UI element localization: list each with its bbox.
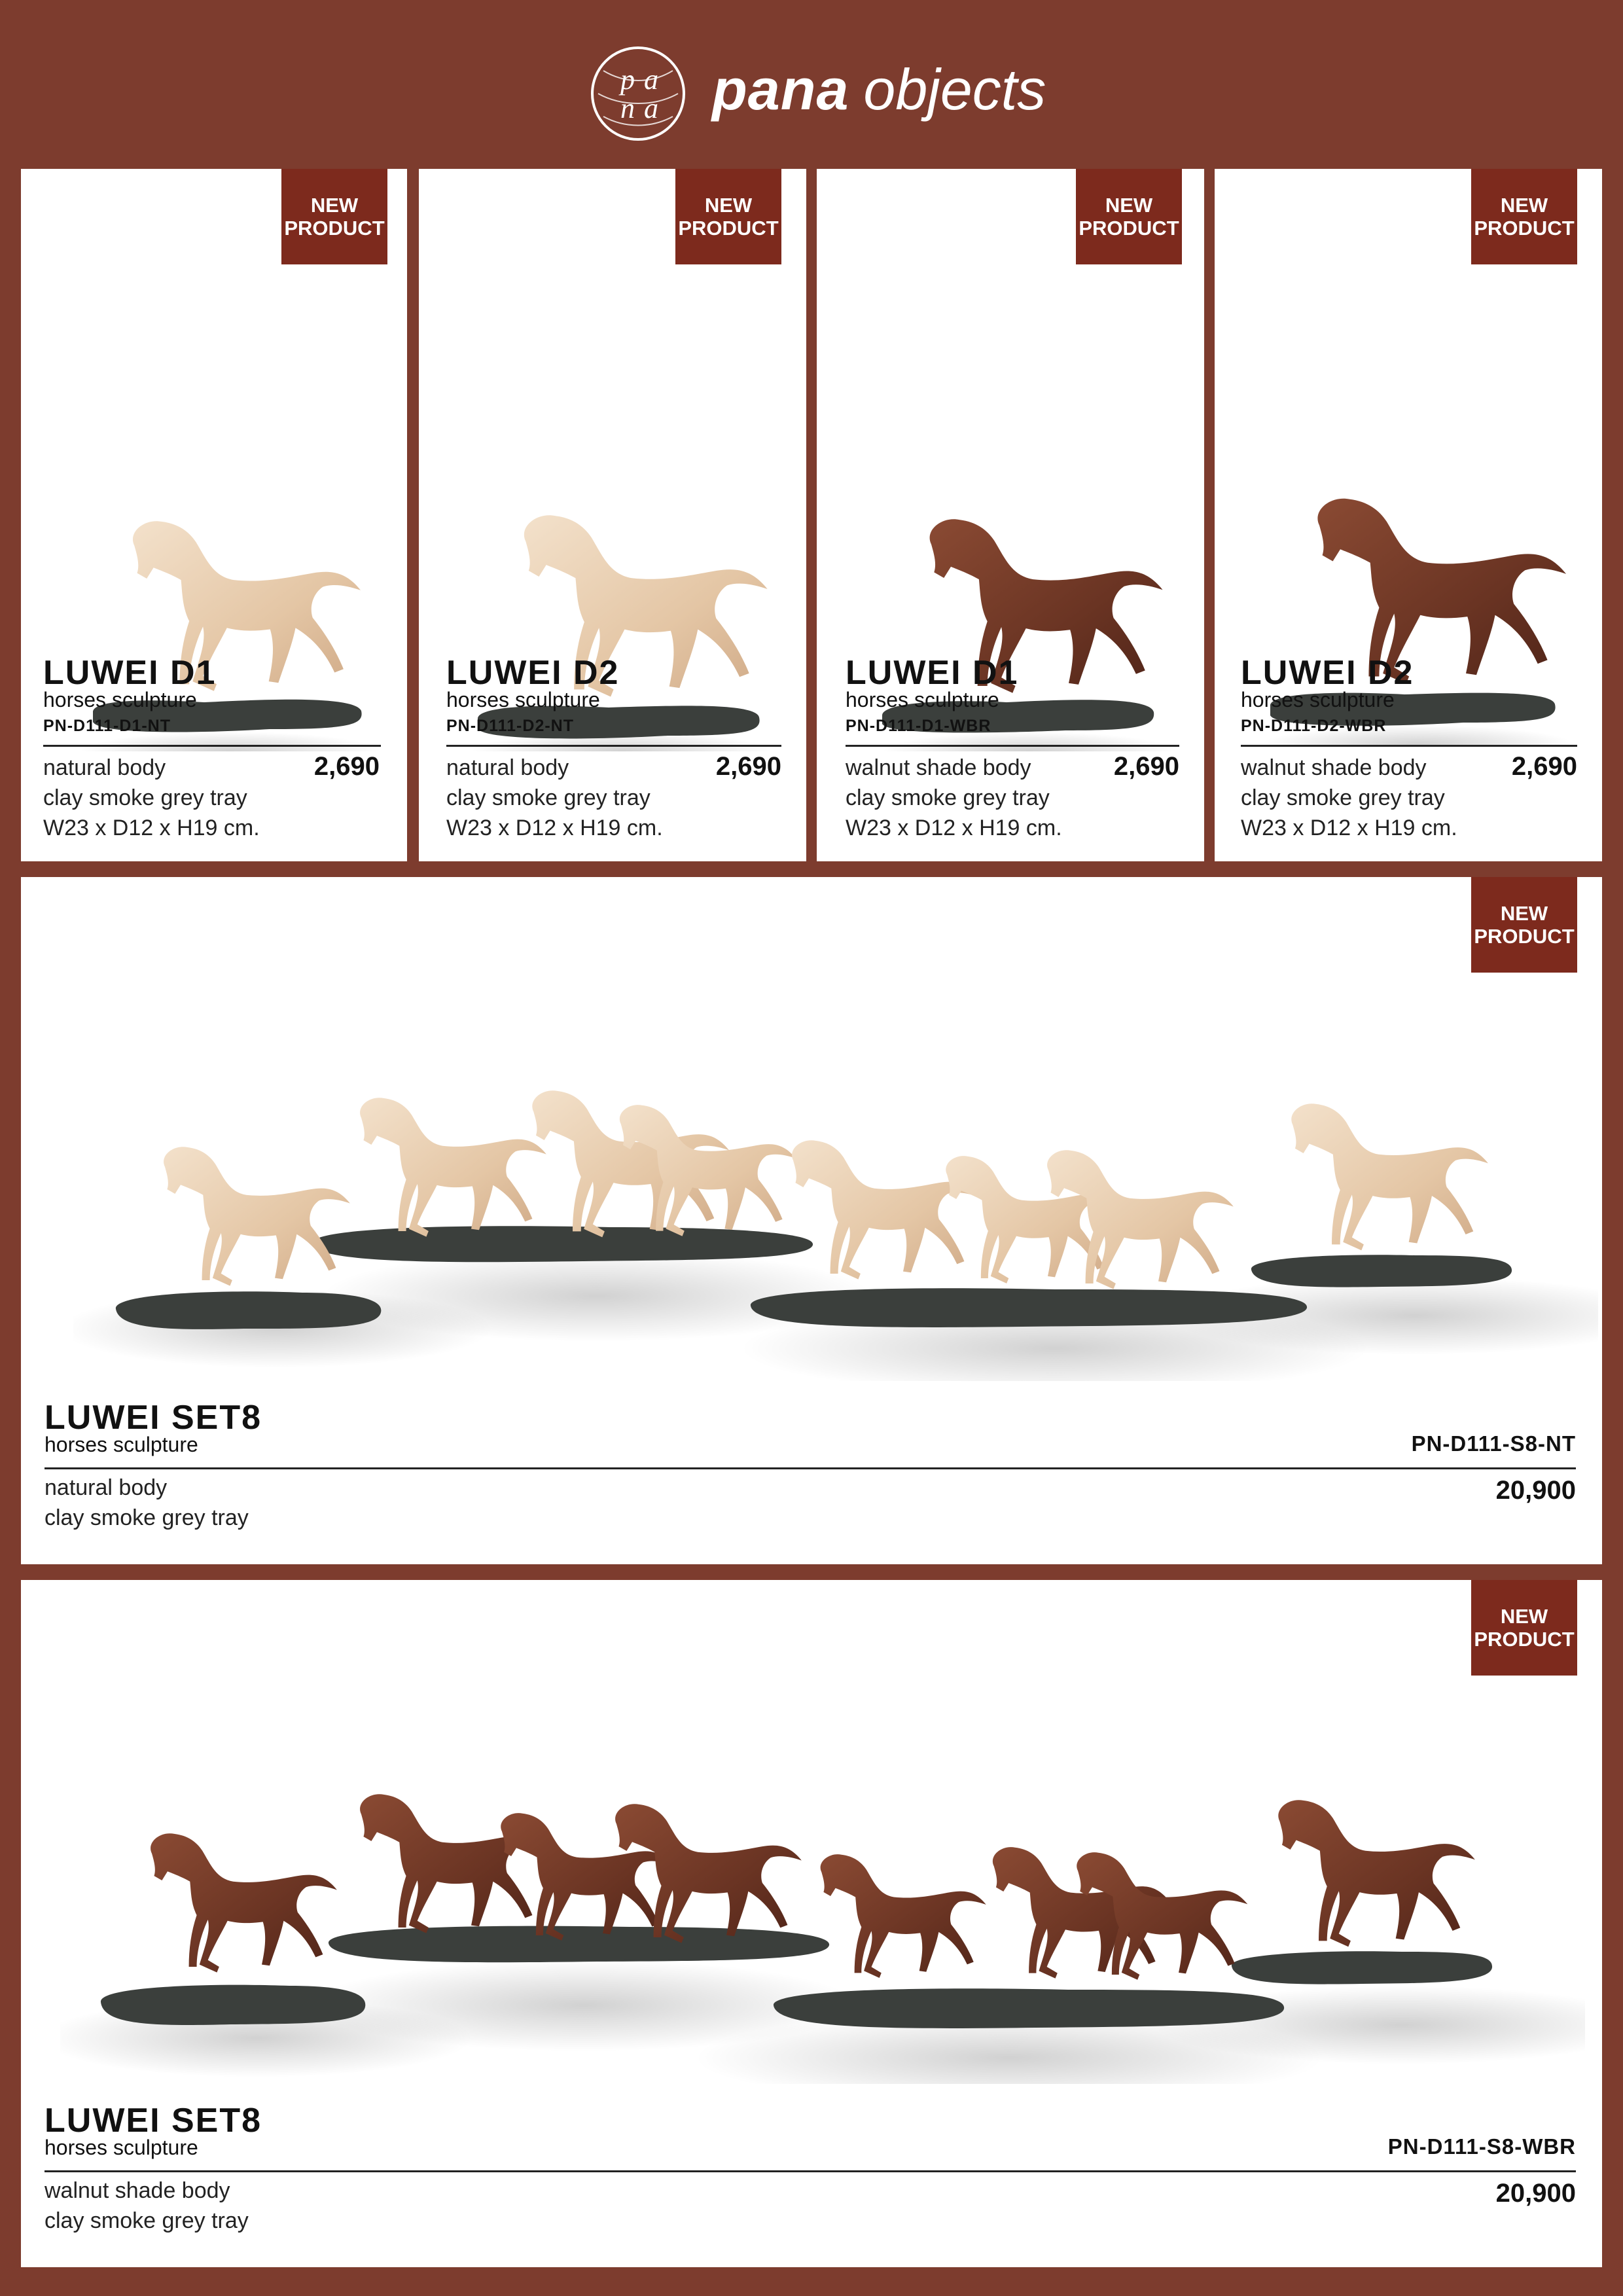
product-spec: W23 x D12 x H19 cm.	[446, 816, 663, 840]
product-spec: clay smoke grey tray	[846, 785, 1050, 810]
product-name: LUWEI D2	[446, 654, 620, 692]
product-card-set8-nt[interactable]	[21, 877, 1602, 1564]
product-subtitle: horses sculpture	[43, 688, 197, 711]
new-product-badge	[1076, 169, 1182, 264]
new-product-badge	[1471, 877, 1577, 973]
product-price: 2,690	[1113, 752, 1179, 781]
product-price: 2,690	[1511, 752, 1577, 781]
product-card-d1-wbr[interactable]	[817, 169, 1204, 861]
product-spec: walnut shade body	[45, 2178, 230, 2203]
product-name: LUWEI D1	[43, 654, 217, 692]
new-product-badge	[1471, 169, 1577, 264]
badge-line-2: PRODUCT	[284, 217, 385, 240]
product-spec: walnut shade body	[1241, 755, 1427, 780]
product-subtitle: horses sculpture	[45, 2136, 198, 2159]
header	[0, 0, 1623, 169]
product-name: LUWEI SET8	[45, 2102, 262, 2140]
product-spec: walnut shade body	[846, 755, 1031, 780]
horse-set-sculpture-image	[73, 1067, 1598, 1381]
product-subtitle: horses sculpture	[446, 688, 600, 711]
product-spec: clay smoke grey tray	[43, 785, 247, 810]
product-spec: natural body	[446, 755, 569, 780]
product-code: PN-D111-D2-WBR	[1241, 717, 1387, 735]
badge-line-1: NEW	[1500, 1605, 1548, 1628]
divider	[43, 745, 381, 747]
badge-line-1: NEW	[704, 194, 753, 217]
product-card-d1-nt[interactable]	[21, 169, 407, 861]
badge-line-2: PRODUCT	[1079, 217, 1179, 240]
badge-line-1: NEW	[310, 194, 359, 217]
product-price: 20,900	[1495, 2179, 1576, 2208]
product-price: 2,690	[313, 752, 380, 781]
badge-line-2: PRODUCT	[1474, 1628, 1575, 1651]
divider	[446, 745, 781, 747]
product-subtitle: horses sculpture	[45, 1433, 198, 1456]
product-subtitle: horses sculpture	[1241, 688, 1395, 711]
logo-mark-icon	[589, 45, 687, 143]
product-name: LUWEI D2	[1241, 654, 1414, 692]
new-product-badge	[281, 169, 387, 264]
badge-line-2: PRODUCT	[678, 217, 779, 240]
badge-line-2: PRODUCT	[1474, 217, 1575, 240]
horse-set-sculpture-image	[60, 1770, 1585, 2084]
product-code: PN-D111-S8-NT	[1411, 1431, 1576, 1456]
divider	[1241, 745, 1577, 747]
product-spec: clay smoke grey tray	[1241, 785, 1445, 810]
product-subtitle: horses sculpture	[846, 688, 999, 711]
divider	[45, 1467, 1576, 1469]
product-spec: natural body	[43, 755, 166, 780]
brand-word-objects: objects	[863, 57, 1046, 122]
new-product-badge	[675, 169, 781, 264]
badge-line-2: PRODUCT	[1474, 925, 1575, 948]
badge-line-1: NEW	[1500, 194, 1548, 217]
product-code: PN-D111-D1-WBR	[846, 717, 991, 735]
product-spec: W23 x D12 x H19 cm.	[43, 816, 260, 840]
product-spec: clay smoke grey tray	[45, 1505, 249, 1530]
product-card-d2-nt[interactable]	[419, 169, 806, 861]
logo-letter: a	[644, 92, 658, 124]
divider	[846, 745, 1179, 747]
badge-line-1: NEW	[1105, 194, 1153, 217]
product-spec: natural body	[45, 1475, 168, 1500]
product-card-set8-wbr[interactable]	[21, 1580, 1602, 2267]
logo-letter: n	[620, 92, 635, 124]
badge-line-1: NEW	[1500, 902, 1548, 925]
product-name: LUWEI D1	[846, 654, 1019, 692]
brand-wordmark	[712, 54, 1046, 126]
product-code: PN-D111-D2-NT	[446, 717, 574, 735]
product-price: 2,690	[715, 752, 781, 781]
product-spec: W23 x D12 x H19 cm.	[846, 816, 1062, 840]
product-price: 20,900	[1495, 1476, 1576, 1505]
product-spec: clay smoke grey tray	[45, 2208, 249, 2233]
brand-word-pana: pana	[712, 57, 849, 122]
divider	[45, 2170, 1576, 2172]
logo-letter: p	[620, 63, 635, 96]
new-product-badge	[1471, 1580, 1577, 1676]
product-spec: W23 x D12 x H19 cm.	[1241, 816, 1457, 840]
product-code: PN-D111-S8-WBR	[1387, 2134, 1576, 2159]
logo-letter: a	[644, 63, 658, 96]
product-code: PN-D111-D1-NT	[43, 717, 171, 735]
product-name: LUWEI SET8	[45, 1399, 262, 1437]
product-spec: clay smoke grey tray	[446, 785, 651, 810]
product-card-d2-wbr[interactable]	[1215, 169, 1602, 861]
